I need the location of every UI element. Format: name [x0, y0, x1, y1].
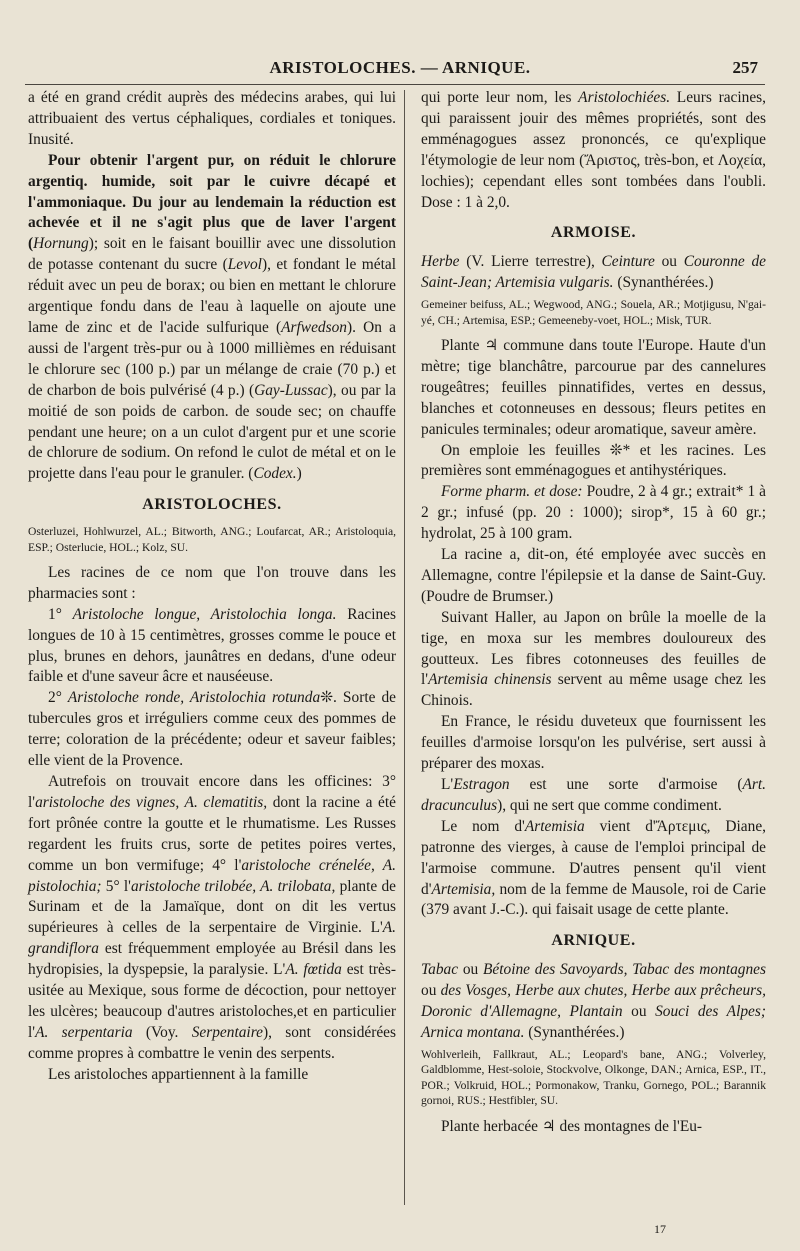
synonyms-arnique: Wohlverleih, Fallkraut, AL.; Leopard's bane, ANG.; Volverley, Galdblomme, Hest-soloie, Stockvolve, Olkonge, DAN.; Arnica, ESP., IT., POR.; Volkruid, HOL.; Pormonakow, Tranku, Gornego, POL.; Barannik gornoi, RUS.; Hestfibler, SU. [421, 1047, 766, 1108]
column-divider [404, 90, 405, 1205]
paragraph-aristoloche-ronde: 2° Aristoloche ronde, Aristolochia rotunda❊. Sorte de tubercules gros et irréguliers comme ceux des pommes de terre; coloration de la précédente; odeur et saveur faibles; elle vient de la Provence. [28, 689, 396, 770]
synonyms-armoise: Gemeiner beifuss, AL.; Wegwood, ANG.; Souela, AR.; Motjigusu, N'gai-yé, CH.; Artemisa, ESP.; Gemeeneby-voet, HOL.; Misk, TUR. [421, 298, 766, 327]
paragraph-racines: Les racines de ce nom que l'on trouve dans les pharmacies sont : [28, 563, 396, 602]
paragraph-estragon: L'Estragon est une sorte d'armoise (Art. dracunculus), qui ne sert que comme condiment. [421, 776, 766, 814]
paragraph-emploie: On emploie les feuilles ❊* et les racines. Les premières sont emménagogues et antihystériques. [421, 441, 766, 480]
paragraph-argent: Pour obtenir l'argent pur, on réduit le chlorure argentiq. humide, soit par le cuivre décapé et l'ammoniaque. Du jour au lendemain la réduction est achevée et il ne s'agit plus que de laver l'argent (Hornung); soit en le faisant bouillir avec une dissolution de potasse contenant du sucre (Levol), et fondant le métal réduit avec un peu de borax; ou bien en mettant le chlorure argentique fondu dans de l'eau à laquelle on ajoute une lame de zinc et de l'acide sulfurique (Arfwedson). On a aussi de l'argent très-pur ou à 1000 millièmes en réduisant le chlorure sec (100 p.) par un mélange de craie (70 p.) et de charbon de bois pulvérisé (4 p.) (Gay-Lussac), ou par la moitié de son poids de carbon. de soude sec; on chauffe pendant une heure; on a un culot d'argent pur et une scorie de chlorure de sodium. On refond le culot de métal et on le projette dans l'eau pour le granuler. (Codex.) [28, 151, 396, 483]
left-column [28, 88, 396, 1086]
page-number: 257 [732, 58, 758, 77]
perennial-symbol-icon: ♃ [541, 1117, 556, 1135]
paragraph-plante-armoise: Plante ♃ commune dans toute l'Europe. Haute d'un mètre; tige blanchâtre, parcourue par des cannelures rougeâtres; feuilles pinnatifides, vertes en dessus, blanches et cotonneuses en dessous; fleurs petites en panicules terminales; odeur aromatique, saveur amère. [421, 336, 766, 438]
paragraph-aristoloche-longue: 1° Aristoloche longue, Aristolochia longa. Racines longues de 10 à 15 centimètres, grosses comme le pouce et plus, brunes en dehors, jaunâtres en dedans, d'une odeur faible et d'une saveur âcre et nauséeuse. [28, 605, 396, 686]
section-title-aristoloches: ARISTOLOCHES. [142, 496, 282, 514]
paragraph-continuation-right: qui porte leur nom, les Aristolochiées. Leurs racines, qui paraissent jouir des mêmes propriétés, sont des emménagogues assez prononcés, ce qu'explique l'étymologie de leur nom (Ἄριστος, très-bon, et Λοχεία, lochies); cependant elles sont tombées dans l'oubli. Dose : 1 à 2,0. [421, 89, 767, 211]
synonyms-aristoloches: Osterluzei, Hohlwurzel, AL.; Bitworth, ANG.; Loufarcat, AR.; Aristoloquia, ESP.; Osterlucie, HOL.; Kolz, SU. [28, 525, 396, 554]
running-title: ARISTOLOCHES. — ARNIQUE. [269, 58, 531, 77]
signature-mark: 17 [654, 1222, 666, 1236]
armoise-intro: Herbe (V. Lierre terrestre), Ceinture ou Couronne de Saint-Jean; Artemisia vulgaris. (Synanthérées.) [421, 253, 766, 292]
right-column [421, 88, 766, 1137]
section-title-arnique: ARNIQUE. [551, 932, 636, 950]
official-mark-icon: ❊* [609, 441, 631, 459]
paragraph-autrefois: Autrefois on trouvait encore dans les officines: 3° l'aristoloche des vignes, A. clematitis, dont la racine a été fort prônée contre la goutte et le rhumatisme. Les Russes regardent les fruits crus, sorte de petites poires vertes, comme un bon vermifuge; 4° l'aristoloche crénelée, A. pistolochia; 5° l'aristoloche trilobée, A. trilobata, plante de Surinam et de la Jamaïque, dont on dit les vertus supérieures à celles de la serpentaire de Virginie. L'A. grandiflora est fréquemment employée au Brésil dans les hydropisies, la dyspepsie, la paralysie. L'A. fœtida est très-usitée au Mexique, sous forme de décoction, pour nettoyer les ulcères; beaucoup d'autres aristoloches,et en particulier l'A. serpentaria (Voy. Serpentaire), sont considérées comme propres à combattre le venin des serpents. [28, 773, 397, 1062]
paragraph-famille: Les aristoloches appartiennent à la famille [48, 1065, 309, 1083]
header-rule [25, 84, 765, 85]
paragraph-racine: La racine a, dit-on, été employée avec succès en Allemagne, contre l'épilepsie et la danse de Saint-Guy. (Poudre de Brumser.) [421, 546, 766, 605]
perennial-symbol-icon: ♃ [484, 336, 499, 354]
paragraph-continuation: a été en grand crédit auprès des médecins arabes, qui lui attribuaient des vertus céphaliques, cordiales et toniques. Inusité. [28, 89, 396, 148]
paragraph-france: En France, le résidu duveteux que fournissent les feuilles d'armoise lorsqu'on les pulvérise, sert aussi à préparer des moxas. [421, 713, 766, 773]
paragraph-forme-pharm: Forme pharm. et dose: Poudre, 2 à 4 gr.; extrait* 1 à 2 gr.; infusé (pp. 20 : 1000); sirop*, 15 à 60 gr.; hydrolat, 25 à 100 gram. [421, 483, 766, 543]
arnique-intro: Tabac ou Bétoine des Savoyards, Tabac des montagnes ou des Vosges, Herbe aux chutes, Herbe aux prêcheurs, Doronic d'Allemagne, Plantain ou Souci des Alpes; Arnica montana. (Synanthérées.) [421, 961, 766, 1041]
section-title-armoise: ARMOISE. [550, 224, 637, 242]
paragraph-nom-artemisia: Le nom d'Artemisia vient d'Ἄρτεμις, Diane, patronne des vierges, à cause de l'emploi principal de l'armoise commune. D'autres pensent qu'il vient d'Artemisia, nom de la femme de Mausole, roi de Carie (379 avant J.-C.). qui faisait usage de cette plante. [421, 817, 766, 919]
paragraph-plante-arnique: Plante herbacée ♃ des montagnes de l'Eu- [441, 1117, 703, 1135]
page-header [0, 58, 800, 82]
toxic-mark-icon: ❊ [320, 689, 334, 707]
paragraph-haller: Suivant Haller, au Japon on brûle la moelle de la tige, en moxa sur les membres douloureux des goutteux. Les fibres cotonneuses des feuilles de l'Artemisia chinensis servent au même usage chez les Chinois. [421, 608, 766, 710]
